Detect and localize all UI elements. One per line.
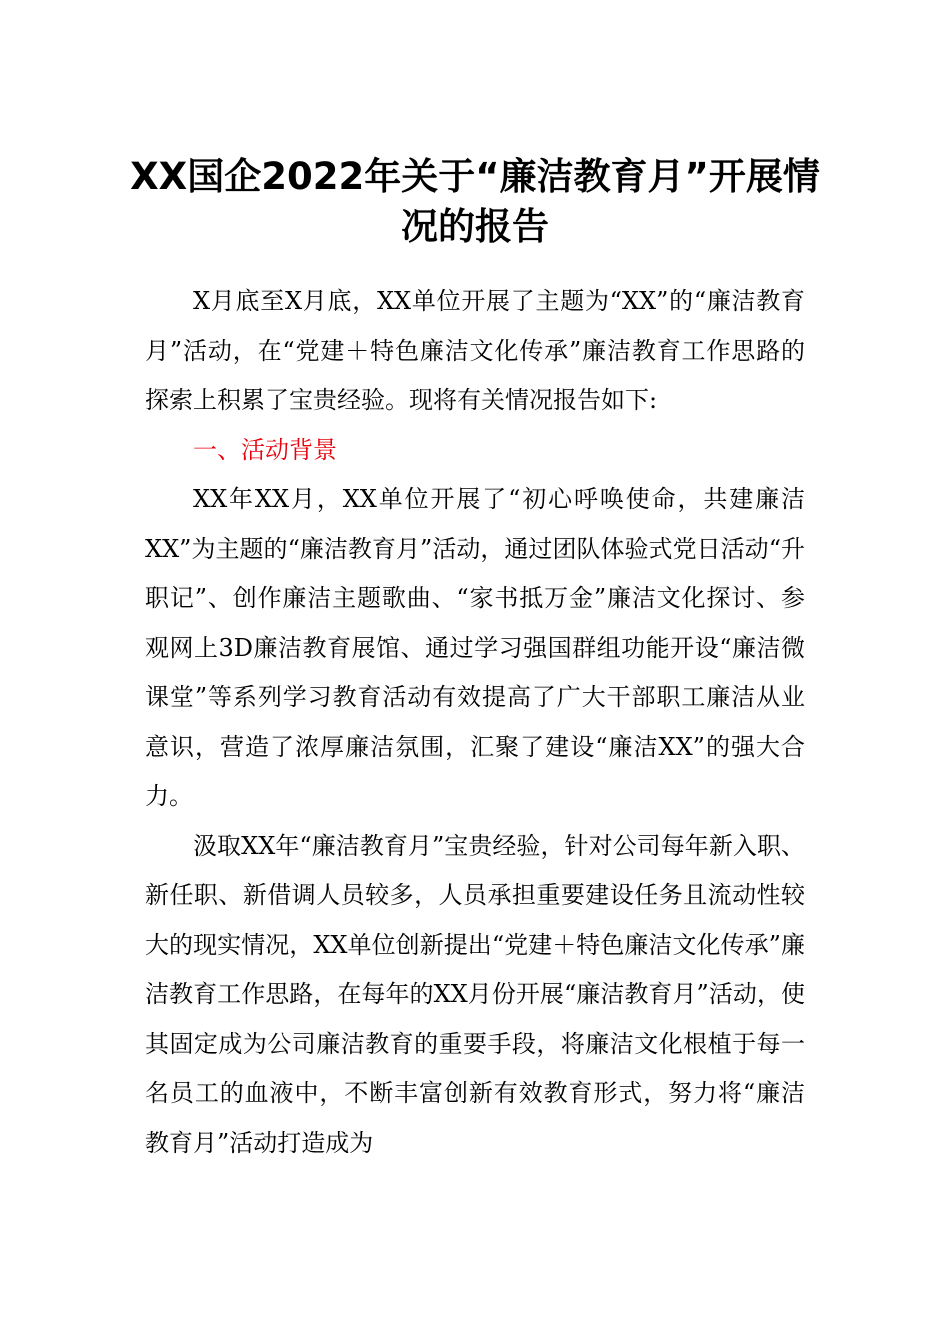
- document-title: XX国企2022年关于“廉洁教育月”开展情况的报告: [130, 155, 820, 248]
- document-body: [145, 277, 805, 1168]
- section-heading-background: 一、活动背景: [193, 435, 337, 464]
- section1-paragraph-2: 汲取XX年“廉洁教育月”宝贵经验，针对公司每年新入职、新任职、新借调人员较多，人员承担重要建设任务且流动性较大的现实情况，XX单位创新提出“党建＋特色廉洁文化传承”廉洁教育工作思路，在每年的XX月份开展“廉洁教育月”活动，使其固定成为公司廉洁教育的重要手段，将廉洁文化根植于每一名员工的血液中，不断丰富创新有效教育形式，努力将“廉洁教育月”活动打造成为: [145, 831, 805, 1157]
- section1-paragraph-1: XX年XX月，XX单位开展了“初心呼唤使命，共建廉洁XX”为主题的“廉洁教育月”活动，通过团队体验式党日活动“升职记”、创作廉洁主题歌曲、“家书抵万金”廉洁文化探讨、参观网上3D廉洁教育展馆、通过学习强国群组功能开设“廉洁微课堂”等系列学习教育活动有效提高了广大干部职工廉洁从业意识，营造了浓厚廉洁氛围，汇聚了建设“廉洁XX”的强大合力。: [145, 485, 805, 810]
- intro-paragraph: X月底至X月底，XX单位开展了主题为“XX”的“廉洁教育月”活动，在“党建＋特色廉洁文化传承”廉洁教育工作思路的探索上积累了宝贵经验。现将有关情况报告如下:: [145, 287, 805, 414]
